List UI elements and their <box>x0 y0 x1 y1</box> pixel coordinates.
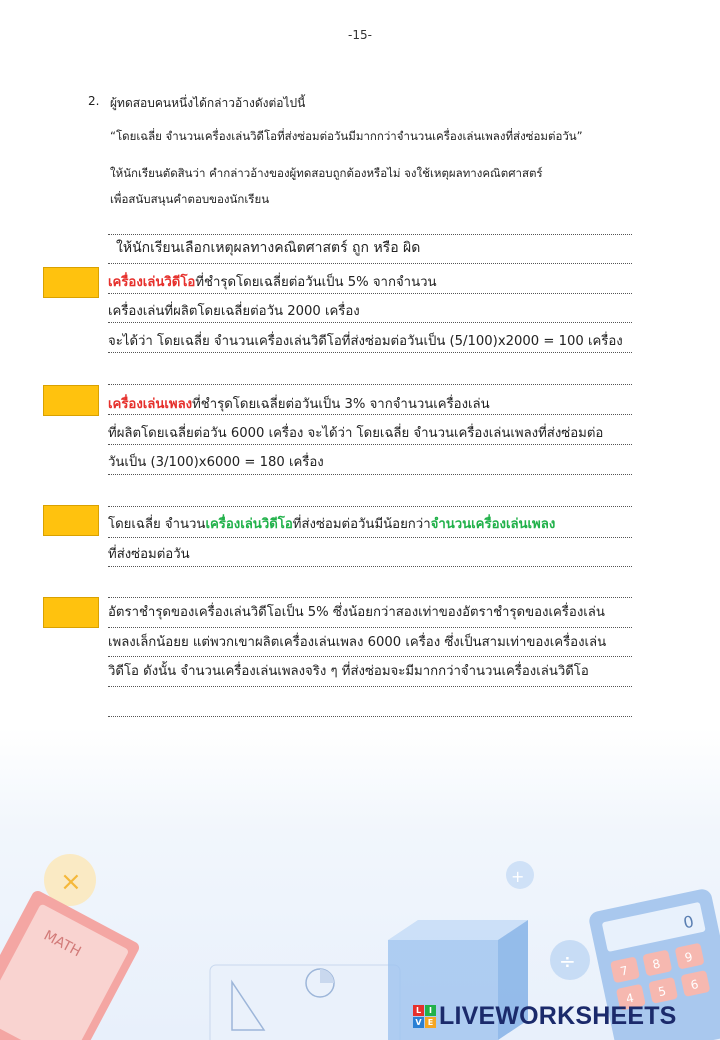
block2-line1-text: ที่ชำรุดโดยเฉลี่ยต่อวันเป็น 3% จากจำนวนเครื่องเล่น <box>192 397 490 412</box>
dotted-line <box>108 537 632 538</box>
dotted-line <box>108 686 632 687</box>
block1-line3: จะได้ว่า โดยเฉลี่ย จำนวนเครื่องเล่นวิดีโอที่ส่งซ่อมต่อวันเป็น (5/100)x2000 = 100 เครื่อง <box>108 334 623 349</box>
block3-pre: โดยเฉลี่ย จำนวน <box>108 517 206 532</box>
block1-line1-text: ที่ชำรุดโดยเฉลี่ยต่อวันเป็น 5% จากจำนวน <box>195 275 437 290</box>
block4-line3: วิดีโอ ดังนั้น จำนวนเครื่องเล่นเพลงจริง ๆ ที่ส่งซ่อมจะมีมากกว่าจำนวนเครื่องเล่นวิดีโอ <box>108 664 589 679</box>
instruction-line-1: ให้นักเรียนตัดสินว่า คำกล่าวอ้างของผู้ทดสอบถูกต้องหรือไม่ จงใช้เหตุผลทางคณิตศาสตร์ <box>110 166 543 180</box>
dotted-line <box>108 506 632 507</box>
svg-text:5: 5 <box>657 983 668 1000</box>
dotted-line <box>108 566 632 567</box>
svg-text:9: 9 <box>683 949 694 965</box>
block1-line2: เครื่องเล่นที่ผลิตโดยเฉลี่ยต่อวัน 2000 เครื่อง <box>108 304 360 319</box>
video-player-green: เครื่องเล่นวิดีโอ <box>205 517 293 532</box>
svg-text:6: 6 <box>689 977 700 993</box>
dotted-line <box>108 322 632 323</box>
question-instruction <box>110 160 543 212</box>
block3-line2: ที่ส่งซ่อมต่อวัน <box>108 547 190 562</box>
choose-prompt: ให้นักเรียนเลือกเหตุผลทางคณิตศาสตร์ ถูก หรือ ผิด <box>116 240 421 256</box>
svg-text:+: + <box>511 867 525 886</box>
dotted-line <box>108 293 632 294</box>
answer-drop-box-4[interactable] <box>43 597 99 628</box>
block3-line1 <box>108 515 555 535</box>
page-number: -15- <box>348 28 372 42</box>
instruction-line-2: เพื่อสนับสนุนคำตอบของนักเรียน <box>110 192 270 206</box>
notebook-icon <box>210 965 400 1040</box>
music-player-green: จำนวนเครื่องเล่นเพลง <box>430 517 556 532</box>
answer-drop-box-3[interactable] <box>43 505 99 536</box>
block3-mid: ที่ส่งซ่อมต่อวันมีน้อยกว่า <box>292 517 431 532</box>
dotted-line <box>108 263 632 264</box>
block4-line2: เพลงเล็กน้อยย แต่พวกเขาผลิตเครื่องเล่นเพลง 6000 เครื่อง ซึ่งเป็นสามเท่าของเครื่องเล่น <box>108 635 607 650</box>
video-player-highlight: เครื่องเล่นวิดีโอ <box>108 275 196 290</box>
block2-line3: วันเป็น (3/100)x6000 = 180 เครื่อง <box>108 455 324 470</box>
dotted-line <box>108 656 632 657</box>
dotted-line <box>108 384 632 385</box>
block1-line1 <box>108 273 437 293</box>
block2-line2: ที่ผลิตโดยเฉลี่ยต่อวัน 6000 เครื่อง จะได้ว่า โดยเฉลี่ย จำนวนเครื่องเล่นเพลงที่ส่งซ่อมต่อ <box>108 426 604 441</box>
svg-text:×: × <box>60 867 82 897</box>
dotted-line <box>108 627 632 628</box>
svg-text:4: 4 <box>624 990 636 1007</box>
question-number: 2. <box>88 94 100 108</box>
question-title: ผู้ทดสอบคนหนึ่งได้กล่าวอ้างดังต่อไปนี้ <box>110 96 306 110</box>
question-quote: “โดยเฉลี่ย จำนวนเครื่องเล่นวิดีโอที่ส่งซ่อมต่อวันมีมากกว่าจำนวนเครื่องเล่นเพลงที่ส่งซ่อมต่อวัน” <box>110 129 583 143</box>
math-book-icon <box>0 889 141 1040</box>
answer-drop-box-1[interactable] <box>43 267 99 298</box>
dotted-line <box>108 716 632 717</box>
liveworksheets-logo <box>413 1000 677 1032</box>
liveworksheets-mark-icon: L I V E <box>413 1005 436 1028</box>
dotted-line <box>108 474 632 475</box>
music-player-highlight: เครื่องเล่นเพลง <box>108 397 193 412</box>
block2-line1 <box>108 395 490 415</box>
dotted-line <box>108 352 632 353</box>
brand-name: LIVEWORKSHEETS <box>439 1001 677 1030</box>
dotted-line <box>108 597 632 598</box>
svg-text:÷: ÷ <box>559 949 576 973</box>
dotted-line <box>108 234 632 235</box>
svg-text:7: 7 <box>618 963 630 979</box>
block4-line1: อัตราชำรุดของเครื่องเล่นวิดีโอเป็น 5% ซึ่งน้อยกว่าสองเท่าของอัตราชำรุดของเครื่องเล่น <box>108 605 605 620</box>
svg-text:8: 8 <box>651 956 662 972</box>
answer-drop-box-2[interactable] <box>43 385 99 416</box>
svg-text:MATH: MATH <box>41 927 84 961</box>
svg-text:0: 0 <box>681 911 696 933</box>
dotted-line <box>108 444 632 445</box>
